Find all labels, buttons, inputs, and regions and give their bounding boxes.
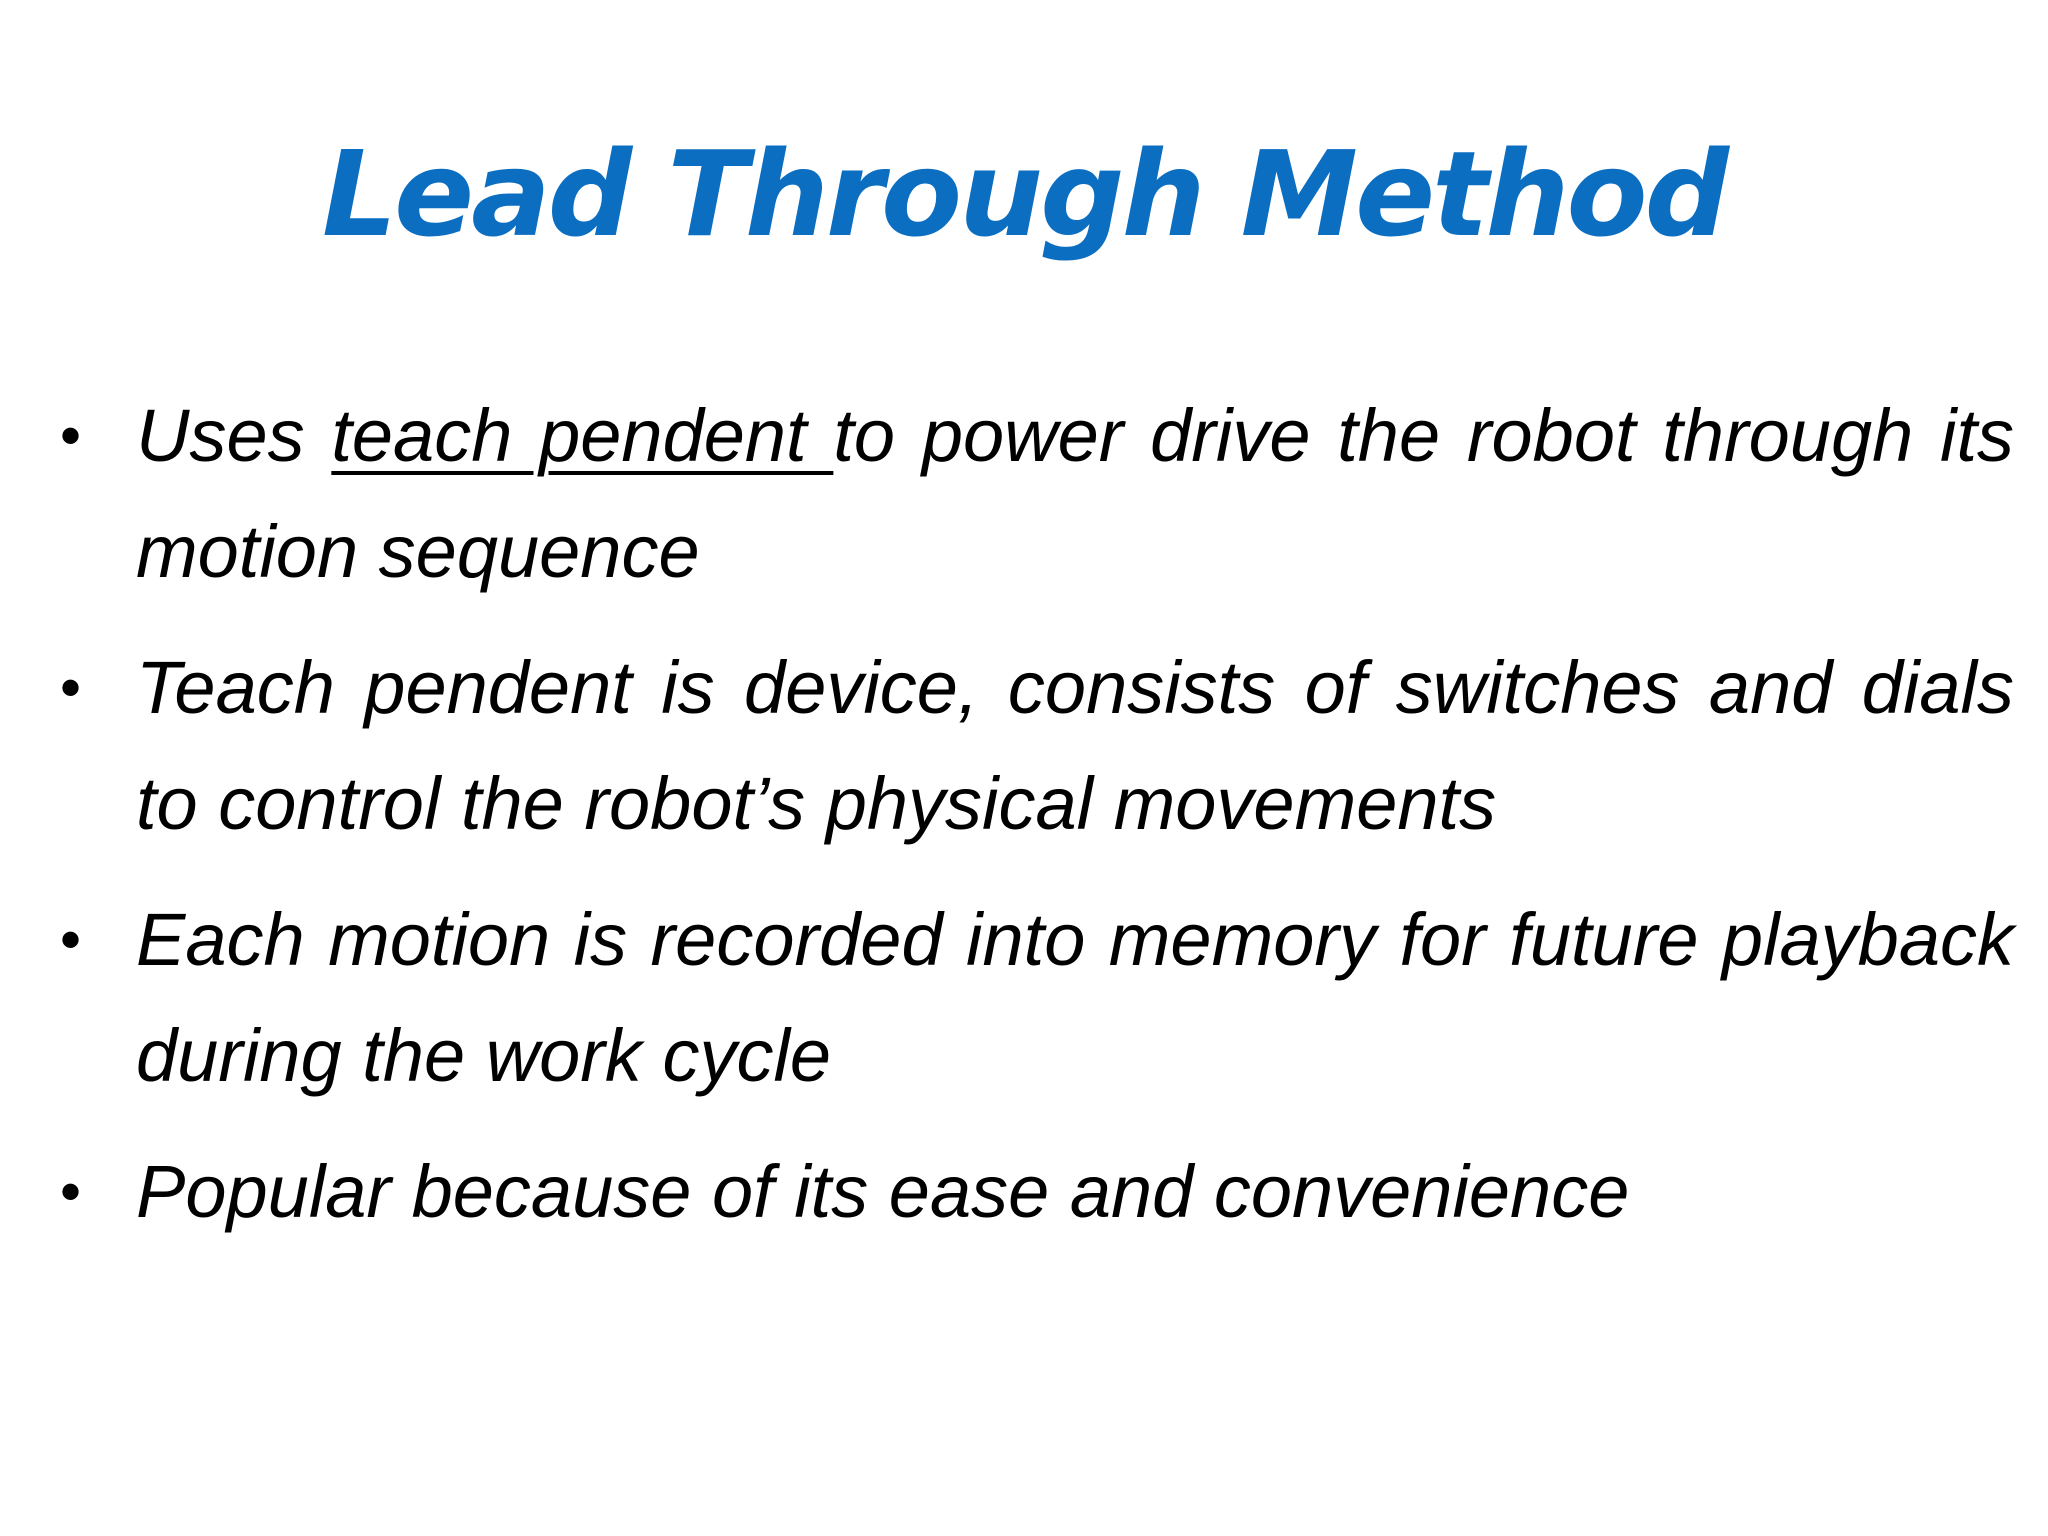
bullet-text: Teach pendent is device, consists of switches and dials to control the robot’s physical movements [136, 646, 2014, 845]
underlined-term: teach pendent [331, 394, 834, 477]
bullet-item [54, 378, 2014, 610]
bullet-dot-icon: • [60, 654, 82, 721]
bullet-dot-icon: • [60, 1158, 82, 1225]
bullet-text-part: to power drive the robot through its motion sequence [136, 394, 2015, 593]
bullet-dot-icon: • [60, 402, 82, 469]
bullet-item [54, 882, 2014, 1114]
bullet-text-part: Uses [136, 394, 332, 477]
bullet-list [54, 378, 2014, 1270]
bullet-item [54, 630, 2014, 862]
bullet-text: Each motion is recorded into memory for future playback during the work cycle [136, 898, 2014, 1097]
slide-title: Lead Through Method [321, 125, 1727, 263]
bullet-text [136, 378, 2014, 610]
bullet-text: Popular because of its ease and convenience [136, 1150, 1630, 1233]
bullet-item [54, 1134, 2014, 1250]
bullet-dot-icon: • [60, 906, 82, 973]
